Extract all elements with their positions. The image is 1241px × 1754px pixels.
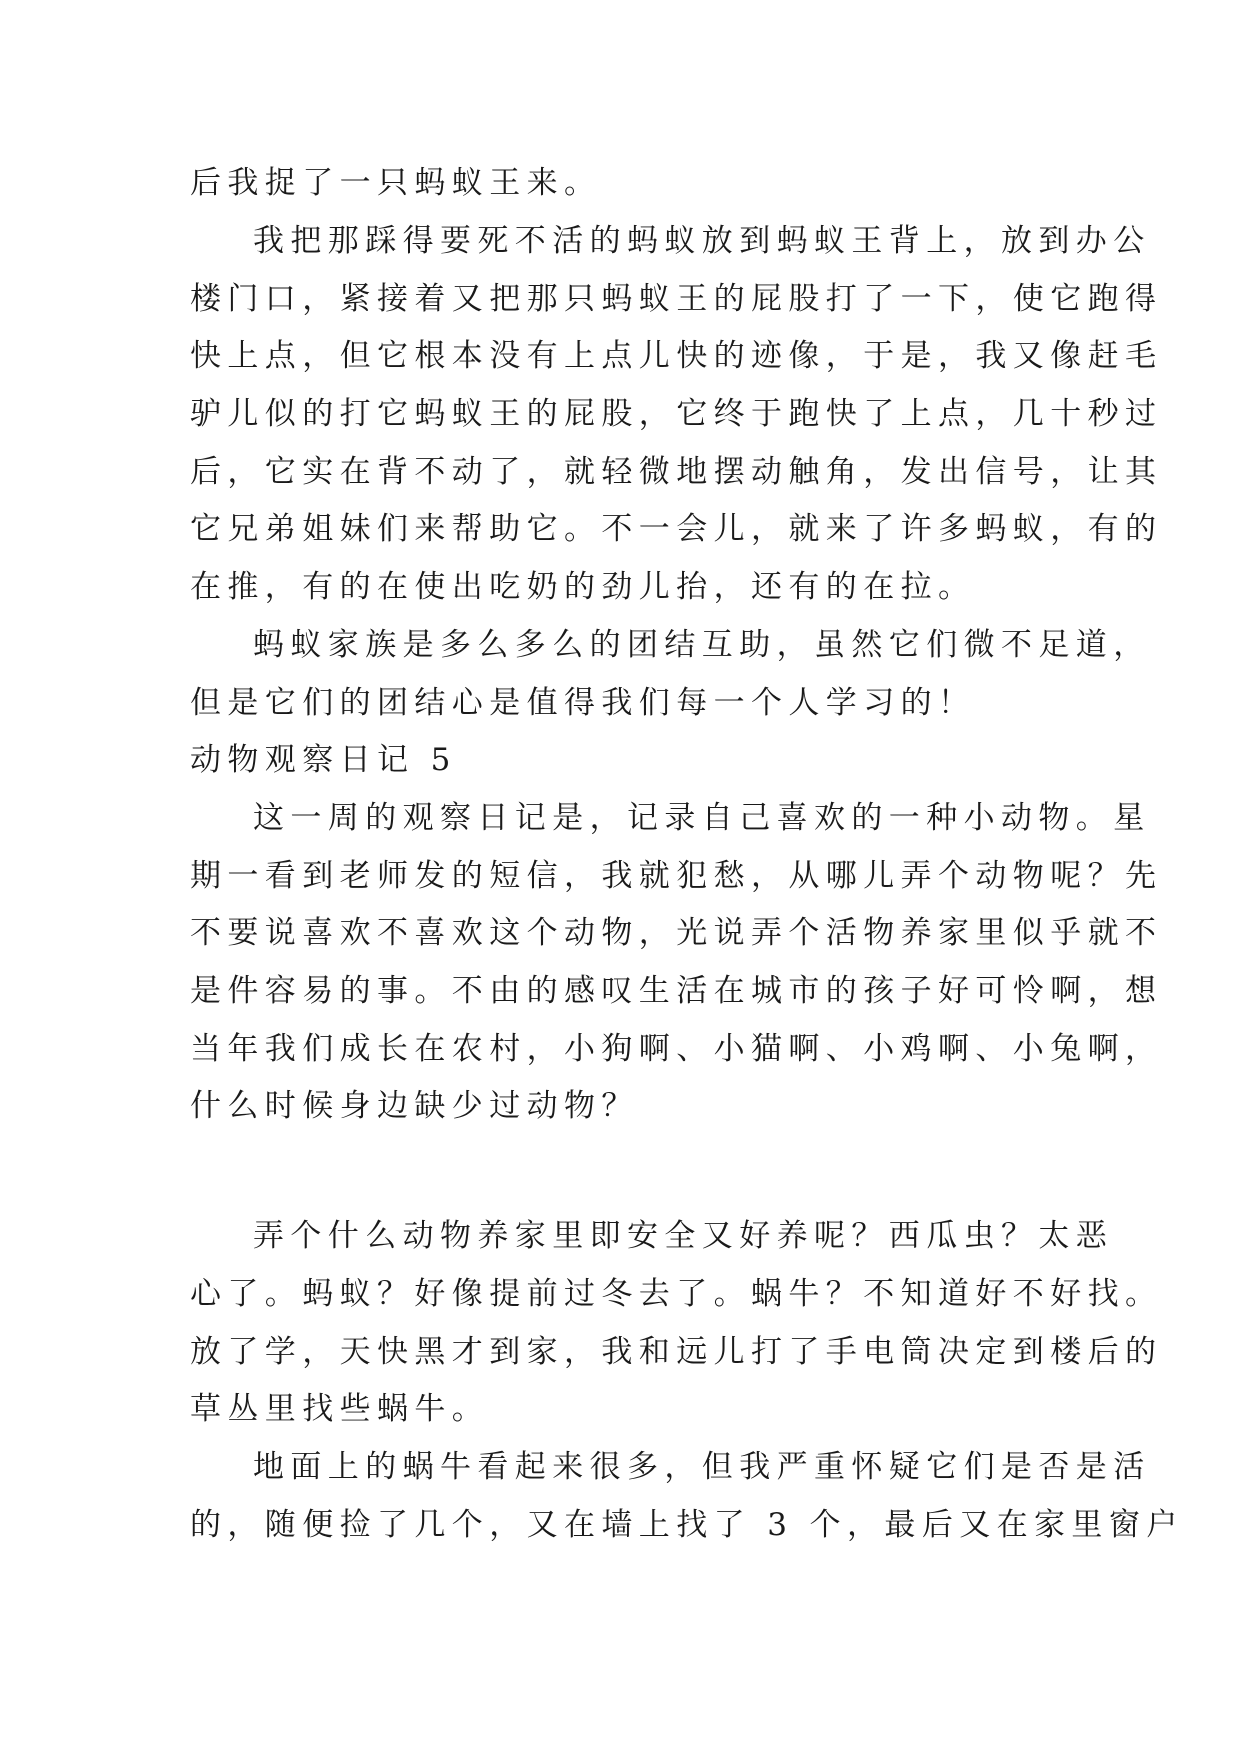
paragraph-line: 楼门口，紧接着又把那只蚂蚁王的屁股打了一下，使它跑得 xyxy=(190,281,1163,317)
paragraph-line: 期一看到老师发的短信，我就犯愁，从哪儿弄个动物呢？先 xyxy=(190,858,1163,894)
paragraph-line: 但是它们的团结心是值得我们每一个人学习的！ xyxy=(190,685,976,721)
paragraph-line: 我把那踩得要死不活的蚂蚁放到蚂蚁王背上，放到办公 xyxy=(253,223,1151,259)
paragraph-line: 不要说喜欢不喜欢这个动物，光说弄个活物养家里似乎就不 xyxy=(190,915,1163,951)
paragraph-line: 后，它实在背不动了，就轻微地摆动触角，发出信号，让其 xyxy=(190,454,1163,490)
paragraph-line: 它兄弟姐妹们来帮助它。不一会儿，就来了许多蚂蚁，有的 xyxy=(190,511,1163,547)
paragraph-line: 弄个什么动物养家里即安全又好养呢？西瓜虫？太恶 xyxy=(253,1218,1114,1254)
paragraph-line: 草丛里找些蜗牛。 xyxy=(190,1391,490,1427)
paragraph-line: 驴儿似的打它蚂蚁王的屁股，它终于跑快了上点，几十秒过 xyxy=(190,396,1163,432)
paragraph-line: 地面上的蜗牛看起来很多，但我严重怀疑它们是否是活 xyxy=(253,1449,1151,1485)
paragraph-line: 什么时候身边缺少过动物？ xyxy=(190,1088,639,1124)
paragraph-line: 在推，有的在使出吃奶的劲儿抬，还有的在拉。 xyxy=(190,569,976,605)
paragraph-line: 当年我们成长在农村，小狗啊、小猫啊、小鸡啊、小兔啊， xyxy=(190,1031,1163,1067)
paragraph-line: 快上点，但它根本没有上点儿快的迹像，于是，我又像赶毛 xyxy=(190,338,1163,374)
paragraph-line: 是件容易的事。不由的感叹生活在城市的孩子好可怜啊，想 xyxy=(190,973,1163,1009)
paragraph-line: 这一周的观察日记是，记录自己喜欢的一种小动物。星 xyxy=(253,800,1151,836)
section-heading: 动物观察日记 5 xyxy=(190,742,457,778)
paragraph-line: 的，随便捡了几个，又在墙上找了 3 个，最后又在家里窗户 xyxy=(190,1507,1184,1543)
paragraph-line: 放了学，天快黑才到家，我和远儿打了手电筒决定到楼后的 xyxy=(190,1334,1163,1370)
paragraph-line: 蚂蚁家族是多么多么的团结互助，虽然它们微不足道， xyxy=(253,627,1151,663)
paragraph-line: 后我捉了一只蚂蚁王来。 xyxy=(190,165,602,201)
paragraph-line: 心了。蚂蚁？好像提前过冬去了。蜗牛？不知道好不好找。 xyxy=(190,1276,1163,1312)
